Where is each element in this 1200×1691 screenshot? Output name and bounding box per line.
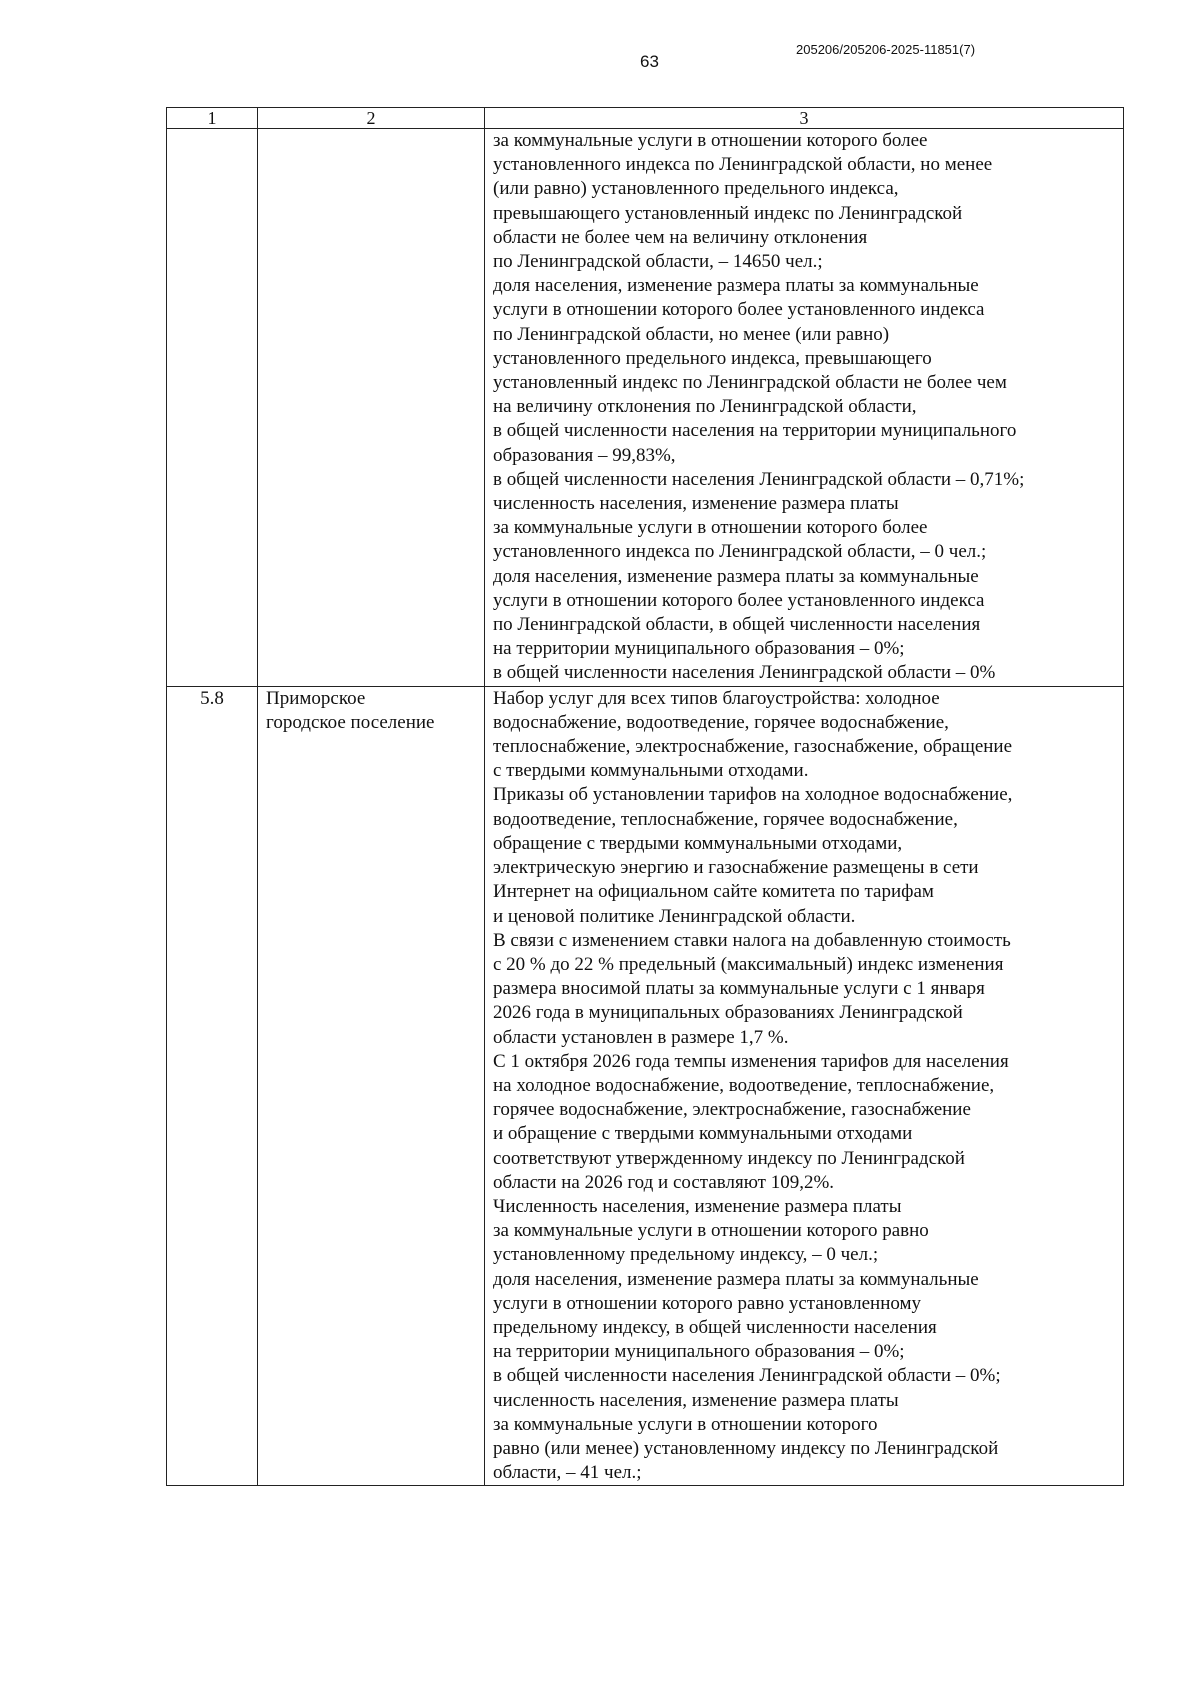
text-line: В связи с изменением ставки налога на добавленную стоимость xyxy=(493,929,1011,951)
column-header-3: 3 xyxy=(485,108,1124,129)
text-line: установленного индекса по Ленинградской области, – 0 чел.; xyxy=(493,541,987,563)
column-header-2: 2 xyxy=(258,108,485,129)
text-line: Интернет на официальном сайте комитета по тарифам xyxy=(493,881,934,903)
column-header-1: 1 xyxy=(167,108,258,129)
text-line: за коммунальные услуги в отношении которого более xyxy=(493,517,928,539)
text-line: равно (или менее) установленному индексу по Ленинградской xyxy=(493,1437,999,1459)
text-line: водоснабжение, водоотведение, горячее водоснабжение, xyxy=(493,711,949,733)
text-line: предельному индексу, в общей численности населения xyxy=(493,1316,937,1338)
text-line: образования – 99,83%, xyxy=(493,444,676,466)
text-line: с 20 % до 22 % предельный (максимальный) индекс изменения xyxy=(493,953,1004,975)
text-line: установленному предельному индексу, – 0 чел.; xyxy=(493,1244,879,1266)
text-line: установленный индекс по Ленинградской области не более чем xyxy=(493,372,1007,394)
row-description xyxy=(485,129,1124,687)
text-line: услуги в отношении которого более установленного индекса xyxy=(493,299,985,321)
municipality-name xyxy=(258,129,485,687)
text-line: по Ленинградской области, в общей численности населения xyxy=(493,614,981,636)
text-line: и обращение с твердыми коммунальными отходами xyxy=(493,1123,913,1145)
row-description xyxy=(485,686,1124,1486)
document-code: 205206/205206-2025-11851(7) xyxy=(796,42,976,57)
row-number xyxy=(167,129,258,687)
text-line: превышающего установленный индекс по Ленинградской xyxy=(493,202,963,224)
text-line: электрическую энергию и газоснабжение размещены в сети xyxy=(493,857,979,879)
text-line: на холодное водоснабжение, водоотведение, теплоснабжение, xyxy=(493,1074,995,1096)
text-line: С 1 октября 2026 года темпы изменения тарифов для населения xyxy=(493,1050,1009,1072)
text-line: услуги в отношении которого равно установленному xyxy=(493,1292,922,1314)
text-line: области, – 41 чел.; xyxy=(493,1462,642,1484)
text-line: услуги в отношении которого более установленного индекса xyxy=(493,589,985,611)
text-line: области не более чем на величину отклонения xyxy=(493,226,868,248)
text-line: в общей численности населения на территории муниципального xyxy=(493,420,1017,442)
municipality-name-line: городское поселение xyxy=(266,711,435,733)
text-line: соответствуют утвержденному индексу по Ленинградской xyxy=(493,1147,965,1169)
text-line: доля населения, изменение размера платы за коммунальные xyxy=(493,1268,979,1290)
text-line: теплоснабжение, электроснабжение, газоснабжение, обращение xyxy=(493,736,1013,758)
text-line: за коммунальные услуги в отношении которого более xyxy=(493,130,928,151)
text-line: в общей численности населения Ленинградской области – 0,71%; xyxy=(493,468,1025,490)
municipality-name xyxy=(258,686,485,1486)
text-line: Численность населения, изменение размера платы xyxy=(493,1195,902,1217)
table-row xyxy=(167,686,1124,1486)
text-line: за коммунальные услуги в отношении которого xyxy=(493,1413,878,1435)
text-line: водоотведение, теплоснабжение, горячее водоснабжение, xyxy=(493,808,958,830)
text-line: размера вносимой платы за коммунальные услуги с 1 января xyxy=(493,978,985,1000)
municipality-name-line: Приморское xyxy=(266,687,366,709)
text-line: доля населения, изменение размера платы за коммунальные xyxy=(493,565,979,587)
text-line: установленного индекса по Ленинградской области, но менее xyxy=(493,154,993,176)
table-header-row xyxy=(167,108,1124,129)
text-line: обращение с твердыми коммунальными отходами, xyxy=(493,832,903,854)
text-line: на величину отклонения по Ленинградской области, xyxy=(493,396,917,418)
text-line: 2026 года в муниципальных образованиях Ленинградской xyxy=(493,1002,963,1024)
text-line: с твердыми коммунальными отходами. xyxy=(493,760,809,782)
text-line: и ценовой политике Ленинградской области. xyxy=(493,905,856,927)
text-line: в общей численности населения Ленинградской области – 0% xyxy=(493,662,996,684)
text-line: Набор услуг для всех типов благоустройства: холодное xyxy=(493,687,940,709)
text-line: горячее водоснабжение, электроснабжение, газоснабжение xyxy=(493,1099,971,1121)
page-number: 63 xyxy=(640,52,659,71)
text-line: установленного предельного индекса, превышающего xyxy=(493,347,932,369)
text-line: по Ленинградской области, но менее (или равно) xyxy=(493,323,890,345)
text-line: (или равно) установленного предельного индекса, xyxy=(493,178,899,200)
text-line: на территории муниципального образования – 0%; xyxy=(493,638,905,660)
text-line: за коммунальные услуги в отношении которого равно xyxy=(493,1220,929,1242)
text-line: численность населения, изменение размера платы xyxy=(493,1389,899,1411)
text-line: в общей численности населения Ленинградской области – 0%; xyxy=(493,1365,1001,1387)
row-number: 5.8 xyxy=(167,686,258,1486)
text-line: численность населения, изменение размера платы xyxy=(493,493,899,515)
text-line: по Ленинградской области, – 14650 чел.; xyxy=(493,251,823,273)
text-line: области на 2026 год и составляют 109,2%. xyxy=(493,1171,835,1193)
text-line: Приказы об установлении тарифов на холодное водоснабжение, xyxy=(493,784,1013,806)
table-row xyxy=(167,129,1124,687)
text-line: на территории муниципального образования – 0%; xyxy=(493,1341,905,1363)
text-line: доля населения, изменение размера платы за коммунальные xyxy=(493,275,979,297)
text-line: области установлен в размере 1,7 %. xyxy=(493,1026,789,1048)
tariff-table xyxy=(166,107,1124,1486)
